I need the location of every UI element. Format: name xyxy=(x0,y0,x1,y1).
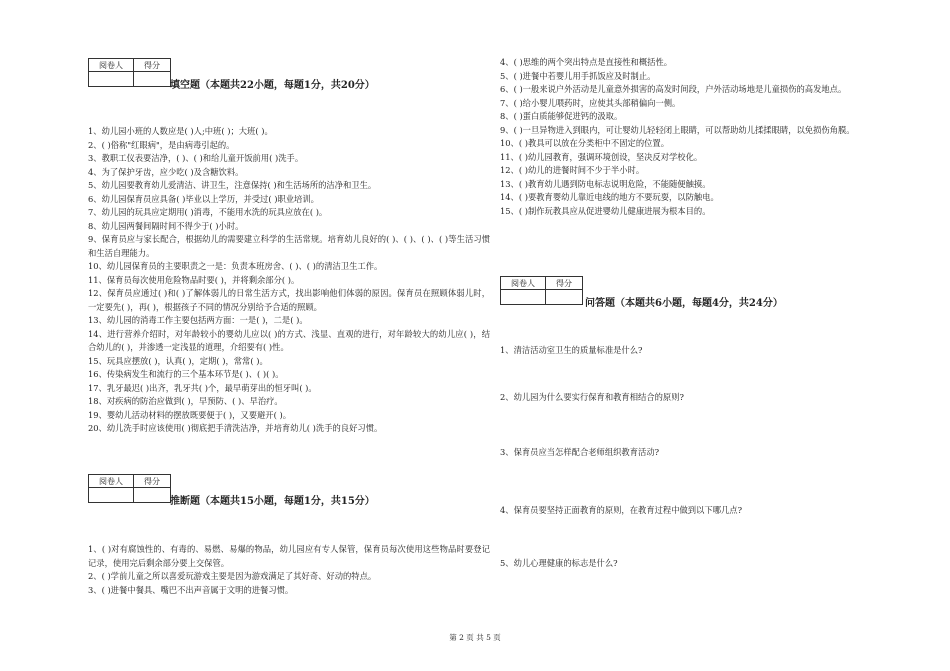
question-line: 19、婴幼儿活动材料的摆放既要便于( )，又要避开( )。 xyxy=(88,409,292,420)
score-label: 得分 xyxy=(134,59,171,72)
section-title-judge: 推断题（本题共15小题，每题1分，共15分） xyxy=(170,496,375,507)
question-para: 1、( )对有腐蚀性的、有毒的、易燃、易爆的物品，幼儿园应有专人保管，保育员每次使用这些物品时要登记记录，使用完后剩余部分要上交保管。 xyxy=(88,544,490,568)
reviewer-label: 阅卷人 xyxy=(89,475,134,488)
question-line: 7、幼儿园的玩具应定期用( )消毒，不能用水洗的玩具应放在( )。 xyxy=(88,207,328,217)
question-line: 20、幼儿洗手时应该使用( )彻底把手清洗洁净，并培育幼儿( )洗手的良好习惯。 xyxy=(88,423,383,433)
question-line: 8、( )蛋白质能够促进钙的汲取。 xyxy=(500,111,623,121)
qa-question-1: 1、清洁活动室卫生的质量标准是什么? xyxy=(500,345,643,355)
score-cell[interactable] xyxy=(134,488,171,503)
question-line: 11、保育员每次使用危险物品时要( )，并将剩余部分( )。 xyxy=(88,274,300,285)
qa-question-5: 5、幼儿心理健康的标志是什么? xyxy=(500,558,618,568)
reviewer-cell[interactable] xyxy=(501,290,546,305)
fill-questions xyxy=(88,125,490,436)
question-line: 4、为了保护牙齿，应少吃( )及含糖饮料。 xyxy=(88,166,244,177)
question-line: 2、( )学前儿童之所以喜爱玩游戏主要是因为游戏满足了其好奇、好动的特点。 xyxy=(88,571,377,581)
question-line: 3、教职工仪表要洁净，( )、( )和给儿童开饭前用( )洗手。 xyxy=(88,153,304,163)
question-line: 4、( )思维的两个突出特点是直接性和概括性。 xyxy=(500,57,673,67)
section-title-qa: 问答题（本题共6小题，每题4分，共24分） xyxy=(585,298,783,309)
question-para: 14、进行营养介绍时，对年龄较小的婴幼儿应以( )的方式、浅显、直观的进行，对年龄较大的幼儿应( )，结合幼儿的( )，并渗透一定浅显的道理，介绍要有( )性。 xyxy=(88,328,490,352)
reviewer-label: 阅卷人 xyxy=(501,277,546,290)
question-line: 14、( )要教育婴幼儿靠近电线的地方不要玩耍，以防触电。 xyxy=(500,192,719,202)
question-line: 5、幼儿园要教育幼儿爱清洁、讲卫生，注意保持( )和生活场所的洁净和卫生。 xyxy=(88,180,377,190)
question-line: 15、( )制作玩教具应从促进婴幼儿健康进展为根本目的。 xyxy=(500,205,711,216)
question-line: 15、玩具应摆放( )，认真( )，定期( )，常常( )。 xyxy=(88,355,268,366)
question-line: 11、( )幼儿园教育，强调环境创设，坚决反对学校化。 xyxy=(500,151,703,162)
question-line: 7、( )给小婴儿喂药时，应使其头部稍偏向一侧。 xyxy=(500,97,681,108)
score-box-judge xyxy=(88,474,171,503)
score-cell[interactable] xyxy=(134,72,171,87)
question-line: 8、幼儿园两餐间隔时间不得少于( )小时。 xyxy=(88,220,244,231)
question-para: 12、保育员应通过( )和( )了解体弱儿的日常生活方式，找出影响他们体弱的原因。保育员在照顾体弱儿时，一定要先( )，再( )，根据孩子不同的情况分别给予合适的照顾。 xyxy=(88,288,490,312)
question-para: 9、( )一旦异物进入到眼内，可让婴幼儿轻轻闭上眼睛，可以帮助幼儿揉揉眼睛，以免损伤角膜。 xyxy=(500,124,855,135)
question-line: 13、幼儿园的消毒工作主要包括两方面：一是( )，二是( )。 xyxy=(88,315,308,325)
qa-question-3: 3、保育员应当怎样配合老师组织教育活动? xyxy=(500,447,660,457)
question-line: 18、对疾病的防治应做到( )，早预防、( )、早治疗。 xyxy=(88,396,283,406)
judge-questions-left xyxy=(88,543,490,597)
question-para: 9、保育员应与家长配合，根据幼儿的需要建立科学的生活常规。培育幼儿良好的( )、( )、( )、( )等生活习惯和生活自理能力。 xyxy=(88,234,490,258)
question-line: 10、幼儿园保育员的主要职责之一是：负责本班房舍、( )、( )的清洁卫生工作。 xyxy=(88,261,383,271)
reviewer-label: 阅卷人 xyxy=(89,59,134,72)
question-line: 12、( )幼儿的进餐时间不少于半小时。 xyxy=(500,165,645,175)
reviewer-cell[interactable] xyxy=(89,72,134,87)
section-title-fill: 填空题（本题共22小题，每题1分，共20分） xyxy=(170,80,375,91)
score-box-fill xyxy=(88,58,171,87)
reviewer-cell[interactable] xyxy=(89,488,134,503)
score-label: 得分 xyxy=(134,475,171,488)
score-cell[interactable] xyxy=(546,290,583,305)
question-para: 6、( )一般来说户外活动是儿童意外损害的高发时间段，户外活动场地是儿童损伤的高发地点。 xyxy=(500,84,847,94)
question-line: 13、( )教育幼儿遇到防电标志说明危险，不能随便触摸。 xyxy=(500,178,711,189)
question-line: 16、传染病发生和流行的三个基本环节是( )、( )( )。 xyxy=(88,369,284,379)
judge-questions-right xyxy=(500,56,902,218)
question-line: 2、( )俗称"红眼病"，是由病毒引起的。 xyxy=(88,139,235,150)
page-footer: 第 2 页 共 5 页 xyxy=(449,633,501,642)
qa-question-2: 2、幼儿园为什么要实行保育和教育相结合的原则? xyxy=(500,392,684,402)
qa-question-4: 4、保育员要坚持正面教育的原则，在教育过程中做到以下哪几点? xyxy=(500,505,743,515)
score-label: 得分 xyxy=(546,277,583,290)
question-line: 6、幼儿园保育员应具备( )毕业以上学历，并受过( )职业培训。 xyxy=(88,193,319,204)
question-line: 10、( )教具可以放在分类柜中不固定的位置。 xyxy=(500,138,670,148)
question-line: 17、乳牙最迟( )出齐，乳牙共( )个，最早萌芽出的恒牙叫( )。 xyxy=(88,382,317,393)
question-line: 1、幼儿园小班的人数应是( )人;中班( )；大班( )。 xyxy=(88,126,273,136)
score-box-qa xyxy=(500,276,583,305)
question-line: 3、( )进餐中餐具、嘴巴不出声音属于文明的进餐习惯。 xyxy=(88,584,294,595)
question-line: 5、( )进餐中若婴儿用手抓饭应及时制止。 xyxy=(500,70,656,81)
